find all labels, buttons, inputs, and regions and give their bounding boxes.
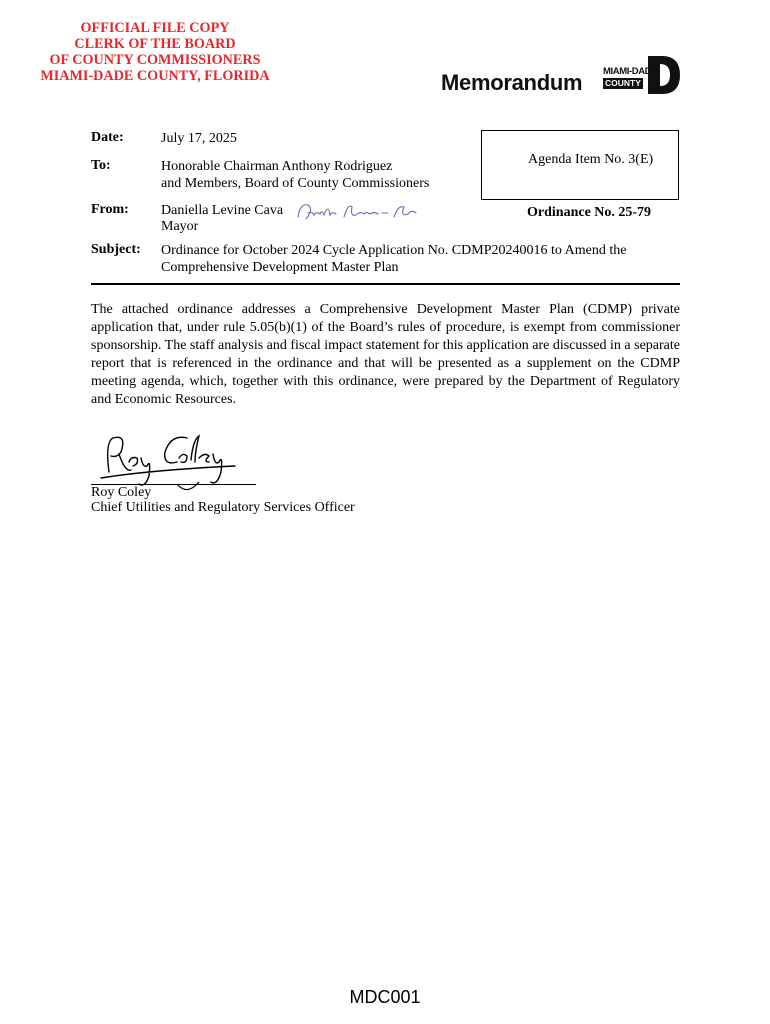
logo-text-miami-dade: MIAMI-DADE bbox=[603, 66, 658, 77]
mayor-signature-icon bbox=[294, 199, 420, 225]
logo-text-county: COUNTY bbox=[605, 78, 641, 88]
agenda-item-number: Agenda Item No. 3(E) bbox=[528, 152, 654, 167]
signer-name: Roy Coley bbox=[91, 485, 152, 500]
miami-dade-logo bbox=[600, 56, 680, 94]
official-file-copy-stamp bbox=[20, 20, 290, 84]
document-code: MDC001 bbox=[349, 987, 421, 1007]
signer-title: Chief Utilities and Regulatory Services Officer bbox=[91, 500, 355, 515]
roy-coley-signature-icon bbox=[91, 432, 271, 492]
to-recipient-line1: Honorable Chairman Anthony Rodriguez bbox=[161, 159, 393, 174]
stamp-line: OFFICIAL FILE COPY bbox=[80, 20, 230, 36]
memorandum-heading: Memorandum bbox=[441, 70, 583, 95]
date-label: Date: bbox=[91, 130, 124, 145]
memo-body-paragraph: The attached ordinance addresses a Comprehensive Development Master Plan (CDMP) private application that, under rule 5.05(b)(1) of the Board’s rules of procedure, is exempt from commissioner sponsorship. The staff analysis and fiscal impact statement for this application are discussed in a separate report that is referenced in the ordinance and that will be presented as a supplement on the CDMP meeting agenda, which, together with this ordinance, were prepared by the Department of Regulatory and Economic Resources. bbox=[91, 302, 680, 407]
subject-label: Subject: bbox=[91, 242, 141, 257]
to-recipient-line2: and Members, Board of County Commissioners bbox=[161, 176, 430, 191]
stamp-line: OF COUNTY COMMISSIONERS bbox=[49, 52, 261, 68]
date-value: July 17, 2025 bbox=[161, 131, 237, 146]
subject-line1: Ordinance for October 2024 Cycle Application No. CDMP20240016 to Amend the bbox=[161, 243, 627, 258]
to-label: To: bbox=[91, 158, 111, 173]
from-title: Mayor bbox=[161, 219, 199, 234]
stamp-line: CLERK OF THE BOARD bbox=[74, 36, 236, 52]
subject-line2: Comprehensive Development Master Plan bbox=[161, 260, 399, 275]
from-name: Daniella Levine Cava bbox=[161, 203, 284, 218]
from-label: From: bbox=[91, 202, 129, 217]
header-divider bbox=[91, 283, 680, 285]
ordinance-number: Ordinance No. 25-79 bbox=[527, 205, 652, 220]
stamp-line: MIAMI-DADE COUNTY, FLORIDA bbox=[40, 68, 270, 84]
